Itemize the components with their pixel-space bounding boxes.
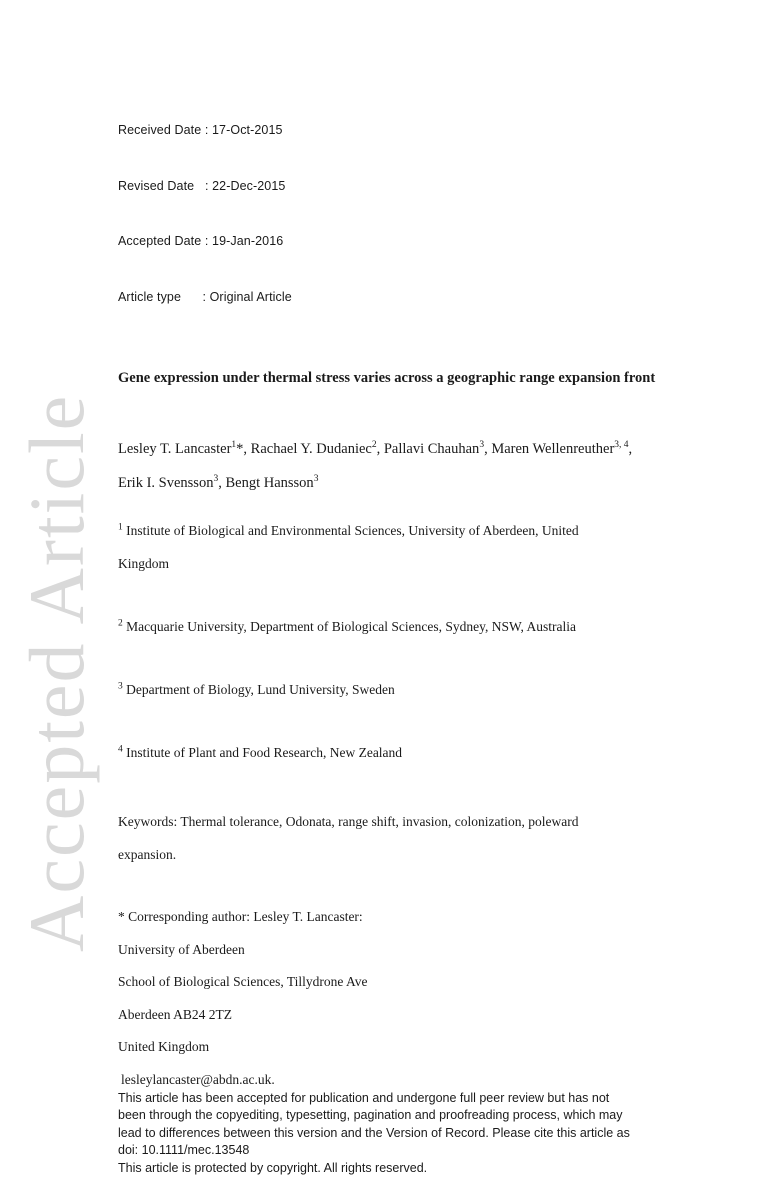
affiliation-1 [118,514,663,580]
publication-disclaimer [118,1090,658,1177]
document-content [118,84,663,1177]
affiliation-3-mark: 3 [118,682,123,692]
author-sep-2: , [377,441,384,457]
affiliation-1-mark: 1 [118,523,123,533]
corresponding-school-line: School of Biological Sciences, Tillydrone Ave [118,966,663,999]
disclaimer-line-2: been through the copyediting, typesetting, pagination and proofreading process, which may [118,1107,658,1125]
author-sep-3: , [484,441,491,457]
disclaimer-doi-line: doi: 10.1111/mec.13548 [118,1142,658,1160]
keywords-line-1: Keywords: Thermal tolerance, Odonata, range shift, invasion, colonization, poleward [118,805,663,838]
affiliation-2-text: Macquarie University, Department of Biological Sciences, Sydney, NSW, Australia [123,619,576,634]
disclaimer-line-3: lead to differences between this version and the Version of Record. Please cite this article as [118,1125,658,1143]
corresponding-author-block [118,901,663,1064]
disclaimer-copyright-line: This article is protected by copyright. All rights reserved. [118,1160,658,1177]
affiliation-3 [118,673,663,706]
corresponding-author-line: * Corresponding author: Lesley T. Lancaster: [118,901,663,934]
accepted-date-line: Accepted Date : 19-Jan-2016 [118,232,663,251]
corresponding-country-line: United Kingdom [118,1031,663,1064]
author-svensson: Erik I. Svensson [118,475,213,491]
disclaimer-line-1: This article has been accepted for publication and undergone full peer review but has not [118,1090,658,1108]
author-sep-5: , [218,475,225,491]
author-sep-1: *, [236,441,251,457]
paper-title: Gene expression under thermal stress varies across a geographic range expansion front [118,369,663,388]
author-dudaniec-affmark: 2 [372,440,377,450]
corresponding-institution-line: University of Aberdeen [118,934,663,967]
affiliation-2 [118,610,663,643]
author-list [118,432,663,500]
affiliation-4-text: Institute of Plant and Food Research, New Zealand [123,745,402,760]
article-metadata-block [118,84,663,343]
author-line-2 [118,466,663,500]
author-wellenreuther-affmark: 3, 4 [614,440,628,450]
author-svensson-affmark: 3 [213,474,218,484]
author-hansson: Bengt Hansson [225,475,313,491]
revised-date-line: Revised Date : 22-Dec-2015 [118,177,663,196]
author-chauhan: Pallavi Chauhan [384,441,479,457]
corresponding-email: lesleylancaster@abdn.ac.uk. [118,1072,663,1088]
author-line-1 [118,432,663,466]
author-hansson-affmark: 3 [314,474,319,484]
keywords-block [118,805,663,871]
affiliation-1-text-cont: Kingdom [118,547,663,580]
affiliation-3-text: Department of Biology, Lund University, Sweden [123,682,395,697]
author-lancaster-affmark: 1 [231,440,236,450]
author-sep-4: , [629,441,633,457]
author-chauhan-affmark: 3 [479,440,484,450]
author-dudaniec: Rachael Y. Dudaniec [251,441,372,457]
keywords-line-2: expansion. [118,838,663,871]
corresponding-postcode-line: Aberdeen AB24 2TZ [118,999,663,1032]
article-type-line: Article type : Original Article [118,288,663,307]
affiliation-4 [118,736,663,769]
author-wellenreuther: Maren Wellenreuther [491,441,614,457]
received-date-line: Received Date : 17-Oct-2015 [118,121,663,140]
affiliation-1-text: Institute of Biological and Environmental Sciences, University of Aberdeen, United [123,523,579,538]
author-lancaster: Lesley T. Lancaster [118,441,231,457]
affiliation-2-mark: 2 [118,619,123,629]
affiliation-4-mark: 4 [118,745,123,755]
watermark-text: Accepted Article [12,394,102,952]
